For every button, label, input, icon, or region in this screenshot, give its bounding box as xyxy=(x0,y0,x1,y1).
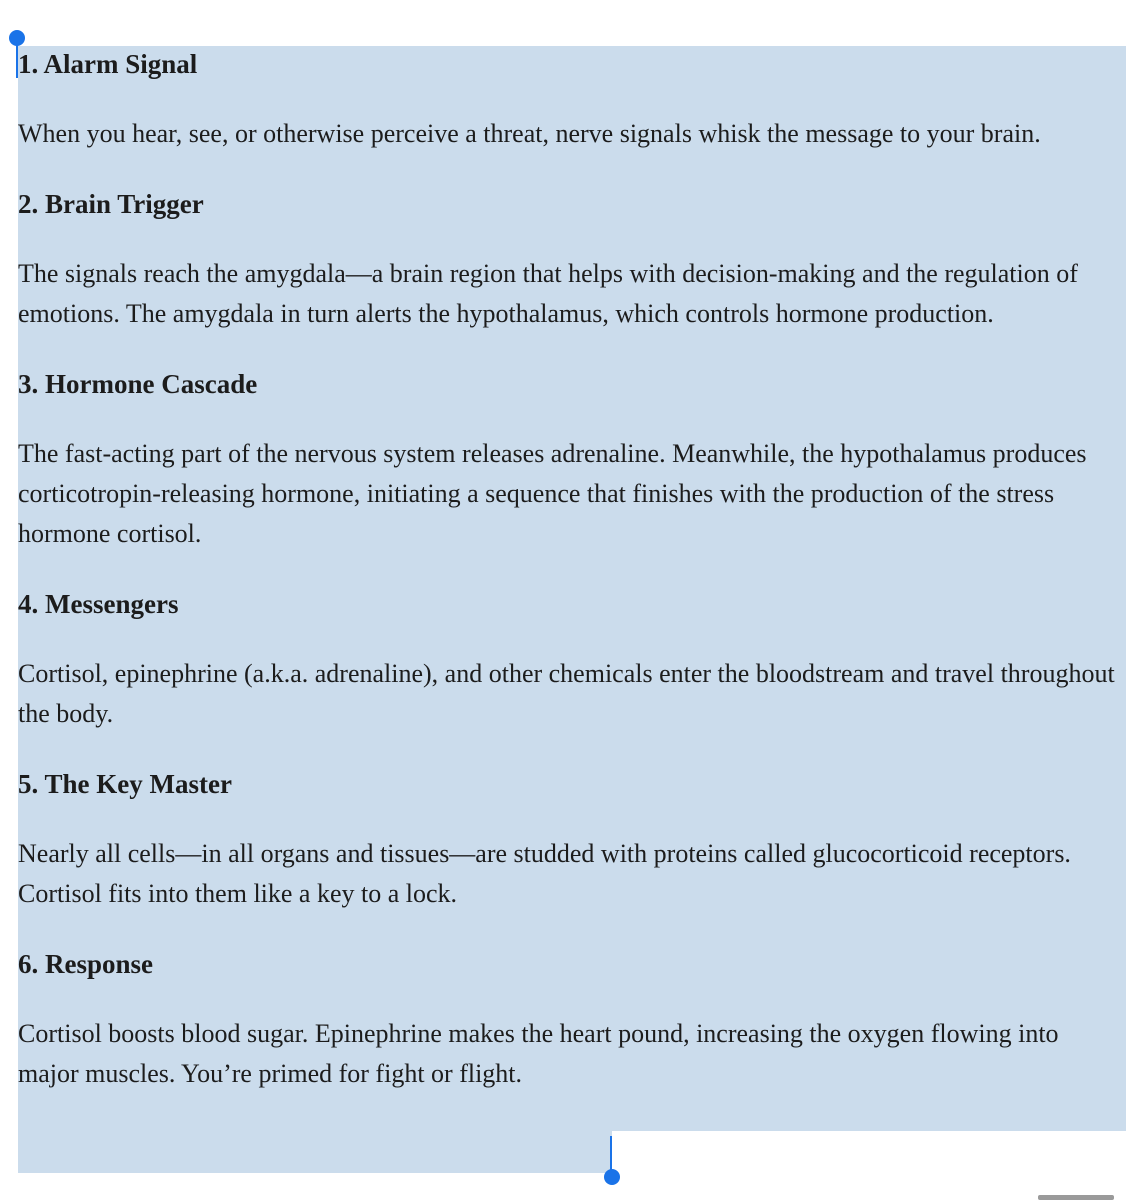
section-messengers xyxy=(18,584,1124,734)
section-brain-trigger xyxy=(18,184,1124,334)
section-body: Cortisol boosts blood sugar. Epinephrine makes the heart pound, increasing the oxygen flowing into major muscles. You’re primed for fight or flight. xyxy=(18,1019,1059,1088)
selection-handle-stem xyxy=(16,40,18,78)
selection-handle-knob-icon xyxy=(604,1169,620,1185)
section-body: Nearly all cells—in all organs and tissues—are studded with proteins called glucocorticoid receptors. Cortisol fits into them like a key to a lock. xyxy=(18,839,1071,908)
section-heading: 3. Hormone Cascade xyxy=(18,369,258,399)
section-heading: 2. Brain Trigger xyxy=(18,189,204,219)
section-heading: 1. Alarm Signal xyxy=(18,49,198,79)
section-heading: 5. The Key Master xyxy=(18,769,232,799)
selection-end-handle[interactable] xyxy=(604,1136,624,1188)
scroll-indicator[interactable] xyxy=(1038,1195,1114,1200)
section-heading: 4. Messengers xyxy=(18,589,179,619)
section-key-master xyxy=(18,764,1124,914)
text-selection-highlight-tail xyxy=(18,1131,612,1173)
section-body: When you hear, see, or otherwise perceive a threat, nerve signals whisk the message to your brain. xyxy=(18,119,1041,148)
section-alarm-signal xyxy=(18,44,1124,154)
section-hormone-cascade xyxy=(18,364,1124,554)
selection-start-handle[interactable] xyxy=(8,30,28,80)
section-body: Cortisol, epinephrine (a.k.a. adrenaline), and other chemicals enter the bloodstream and travel throughout the body. xyxy=(18,659,1115,728)
section-heading: 6. Response xyxy=(18,949,154,979)
section-response xyxy=(18,944,1124,1094)
article[interactable] xyxy=(18,44,1124,1094)
section-body: The signals reach the amygdala—a brain region that helps with decision-making and the regulation of emotions. The amygdala in turn alerts the hypothalamus, which controls hormone production. xyxy=(18,259,1078,328)
section-body: The fast-acting part of the nervous system releases adrenaline. Meanwhile, the hypothalamus produces corticotropin-releasing hormone, initiating a sequence that finishes with the production of the stress hormone cortisol. xyxy=(18,439,1087,548)
